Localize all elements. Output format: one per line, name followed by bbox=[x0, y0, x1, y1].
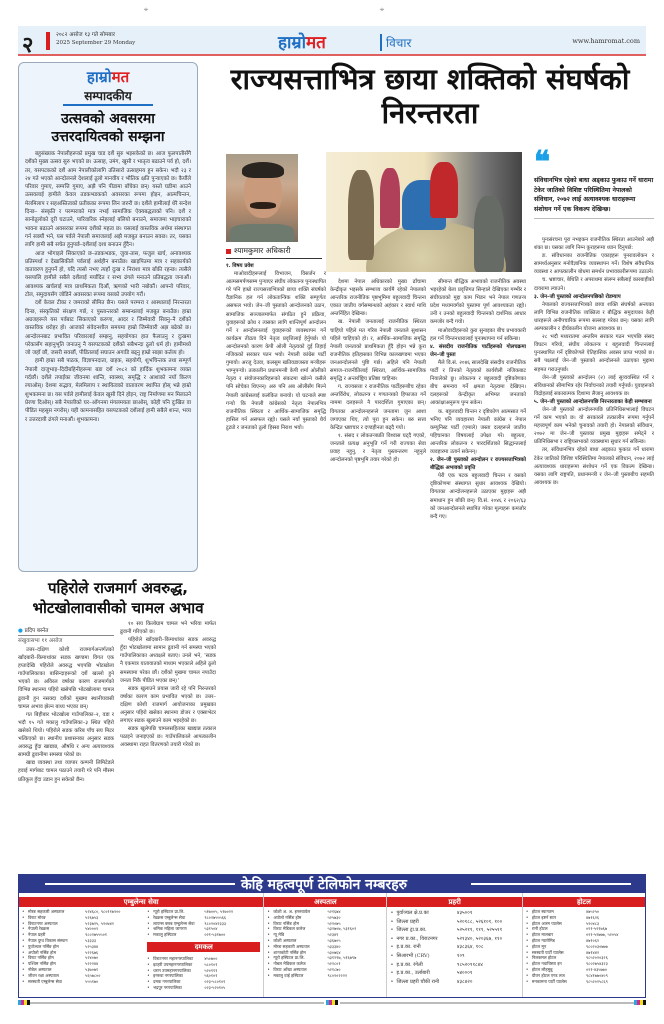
paragraph: पुनःसंरचना पूरा नभइकन राजनीतिक स्थिरता आउनेबारे अझै शंका छ। यसका लागि निम्न कुराहरूमा ध्यान दिनुपर्छ: bbox=[534, 237, 654, 252]
directory-list bbox=[144, 907, 263, 940]
bullet-icon: • bbox=[267, 955, 270, 961]
bullet-icon: • bbox=[267, 932, 270, 938]
directory-heading: एम्बुलेन्स सेवा bbox=[19, 897, 263, 907]
author-name: श्यामकुमार अधिकारी bbox=[234, 246, 291, 255]
entry-phone-number[interactable]: ४३५००१ bbox=[456, 910, 473, 916]
directory-list bbox=[523, 907, 645, 986]
bullet-icon: • bbox=[22, 949, 25, 955]
entry-name: अपोलो नर्सिङ होम bbox=[28, 949, 56, 955]
directory-heading: अस्पताल bbox=[264, 897, 386, 907]
header-date bbox=[56, 31, 135, 47]
bullet-dot-icon: ● bbox=[18, 628, 25, 634]
entry-phone-number[interactable]: ५२३७२५, ५२०७४२ bbox=[85, 920, 114, 926]
directory-entry bbox=[390, 969, 518, 978]
page-header bbox=[18, 26, 646, 56]
directory-heading: प्रहरी bbox=[387, 897, 521, 907]
logo-part-1: हाम्रो bbox=[278, 33, 306, 53]
masthead-logo[interactable] bbox=[278, 30, 326, 53]
bullet-icon: • bbox=[22, 920, 25, 926]
entry-name: नोबेल अस्पताल bbox=[28, 966, 52, 972]
entry-name: नेपाल प्रहरी bbox=[28, 932, 46, 938]
directory-section-ambulance bbox=[19, 893, 264, 997]
cmyk-color-bar bbox=[326, 1000, 338, 1005]
bullet-icon: • bbox=[147, 967, 150, 973]
paragraph: सीमान्त बौद्धिक अभावको राजनीतिक अवस्था भइरहेको बेला प्रवृत्तिगत सिन्हाले देखिएका गम्भीर र संघीयताको मुद्दा काम भिडन भने नेपाल गणतन्त्र प्रदेश मध्यमवर्गको पुस्तामा पूर्ण आवश्यकता रह्यो। उनी र उनको बहुलवादी चिन्तनको दार्शनिक आधार कमजोर बन्दै गयो। bbox=[430, 279, 526, 326]
directory-entry bbox=[147, 932, 260, 938]
author-byline bbox=[226, 246, 322, 259]
entry-name: श्रमिक महिला जागरण bbox=[153, 926, 187, 932]
entry-name: होटल मून bbox=[531, 943, 547, 949]
bullet-icon: • bbox=[525, 909, 529, 914]
editorial-box bbox=[18, 62, 198, 572]
story2-column bbox=[18, 646, 114, 852]
bullet-icon: • bbox=[390, 952, 394, 959]
bullet-icon: • bbox=[525, 932, 529, 938]
entry-phone-number[interactable]: ५२२६७६ bbox=[85, 949, 99, 955]
entry-phone-number[interactable]: ९८०२०४२३३३ bbox=[204, 920, 227, 926]
directory-section-hospital bbox=[264, 893, 387, 997]
bullet-icon: • bbox=[267, 937, 270, 943]
entry-phone-number[interactable]: ९८०२७५५५६६ bbox=[204, 914, 227, 920]
directory-entry bbox=[390, 909, 518, 918]
bullet-icon: • bbox=[22, 978, 25, 984]
entry-name: शान्तकोटी नर्सिङ होम bbox=[273, 949, 306, 955]
cmyk-color-bar bbox=[634, 1000, 646, 1005]
entry-name: यौवन होटल एण्ड लज bbox=[531, 972, 565, 978]
entry-phone-number[interactable]: ४३८४२० bbox=[456, 978, 473, 985]
directory-title: केहि महत्वपूर्ण टेलिफोन नम्बरहरु bbox=[241, 877, 408, 893]
entry-phone-number[interactable]: ५२१३४०, ५२०३६७, ११० bbox=[456, 935, 503, 942]
date-nepali: २०८२ असोज १३ गते सोमबार bbox=[56, 32, 116, 38]
paragraph: ग. राज्यसत्ता र राजनीतिक पार्टीहरूबीच रहेका अन्तर्विरोध, लोकतन्त्र र गणतन्त्रको हिफाजत गर्ने नाममा दलहरूले नै पारदर्शिता गुमाएका छन्। विगतका आन्दोलनहरूले जनतामा जुन आशा जगाएका थिए, त्यो पूरा हुन सकेन। बरु सत्ता केन्द्रित भ्रष्टाचार र दण्डहीनता बढ्दै गयो। bbox=[330, 384, 426, 431]
entry-name: होटल इष्टर्न स्टार bbox=[531, 914, 557, 920]
bullet-icon: • bbox=[267, 914, 270, 920]
bullet-icon: • bbox=[525, 966, 529, 972]
entry-phone-number[interactable]: ५८०१०१ bbox=[204, 961, 218, 967]
entry-name: मनकामना पार्टी प्यालेस bbox=[531, 978, 567, 984]
paragraph: पेरी एक पटक बहुलवादी चिन्तन र यसको दृष्टिकोणमा संस्थागत सुधार आवश्यक देखियो। विगतका आन्दोलनहरूले उठाएका मुद्दाहरू अझै समाधान हुन बाँकी छन्। वि.सं. २०४६ र २०६२/६३ को जनआन्दोलनले स्थापित गरेका मूल्यहरू कमजोर बन्दै गए। bbox=[430, 473, 526, 520]
editorial-logo bbox=[25, 67, 191, 87]
article-column bbox=[534, 236, 654, 852]
paragraph: खाद्य व्यवस्था तथा व्यापार कम्पनी लिमिटेडले हवाई मार्गबाट चामल पठाउने तयारी गरे पनि मौसम प्रतिकूल हुँदा उडान हुन सकेको छैन। bbox=[18, 760, 114, 783]
entry-phone-number[interactable]: ९८०२०२२२२ bbox=[327, 972, 348, 978]
website-url[interactable]: www.hamromat.com bbox=[572, 37, 640, 45]
banner-rule bbox=[471, 883, 631, 885]
entry-phone-number[interactable]: ९८५२०९१८४४ bbox=[456, 961, 483, 968]
entry-phone-number[interactable]: ५६५७८०० bbox=[85, 972, 101, 978]
entry-phone-number[interactable]: ५४०००२ bbox=[85, 926, 99, 932]
bullet-icon: • bbox=[147, 926, 150, 932]
entry-name: सरस्वती पार्टी प्यालेस bbox=[531, 949, 564, 955]
entry-phone-number[interactable]: ५४०००१ bbox=[456, 970, 473, 977]
entry-name: नेपाली रेडक्रस bbox=[28, 926, 50, 932]
entry-name: जीवन रक्षा अस्पताल bbox=[28, 972, 59, 978]
bullet-icon: • bbox=[147, 961, 150, 967]
entry-phone-number[interactable]: ५३२७०७, ५३१६०२ bbox=[327, 926, 357, 932]
entry-phone-number[interactable]: ०२३-५२०१०५ bbox=[204, 984, 226, 990]
entry-name: होटल लौहमुन्नु bbox=[531, 966, 553, 972]
bullet-icon: • bbox=[22, 914, 25, 920]
subheading: १. विषय प्रवेश bbox=[226, 263, 254, 269]
entry-name: जिल्ला प्रहरी चौकी रानी bbox=[396, 978, 440, 985]
article-column bbox=[226, 262, 326, 852]
paragraph: ख. नेपाली जनतालाई राजनीतिक स्थिरता चाहियो पहिले मत गरिब नेपाली जनताले सुशासन पहिले चाहिएको हो। र, आर्थिक–सामाजिक समृद्धि नेपाली जनताको प्राथमिकता हुँदै होइन भन्ने कुरा राजनीतिक इतिहासका विभिन्न कालखण्डमा भएका जनआन्दोलनले पुष्टि गर्छ। अहिले पनि नेपाली समाज–राजनीतिलाई स्थिरता, आर्थिक–सामाजिक समृद्धि र अन्तर्राष्ट्रिय प्रतिष्ठा चाहिन्छ। bbox=[330, 319, 426, 383]
editorial-paragraph: हामी हाम्रा सबै पाठक, विज्ञापनदाता, ग्राहक, सहयोगी, शुभचिन्तक तथा सम्पूर्ण नेपाली दाजुभाइ–दिदीबहिनीहरूमा बडा दशैं २०८२ को हार्दिक शुभकामना व्यक्त गर्दछौं। दशैंले तपाईंका जीवनमा शान्ति, स्वास्थ्य, समृद्धि र आशाको नयाँ किरण ल्याओस्। देशमा सद्भाव, मेलमिलाप र स्थायित्वको वातावरण स्थापित होस् भन्ने हाम्रो शुभकामना छ। यस पर्वले हामीलाई केवल खुसी दिने होइन, राष्ट्र निर्माणमा मन मिलाउने प्रेरणा दिओस्। सबै नेपालीको घर–आँगनमा मंगलमयता छाओस्, कोही पनि दुःखित वा पीडित महसुस नगरोस्। यही कामनासहित यसपटकको दशैंलाई हामी सबैले शान्त, भव्य र उत्तरदायी ढंगले मनाऔं। शुभकामना। bbox=[25, 358, 191, 423]
entry-phone-number[interactable]: ५३०७६४ bbox=[327, 949, 341, 955]
phone-directory bbox=[18, 874, 646, 998]
directory-entry bbox=[390, 926, 518, 935]
entry-phone-number[interactable]: ४७१०६२ bbox=[586, 937, 600, 943]
directory-banner bbox=[19, 875, 645, 893]
bullet-icon: • bbox=[525, 914, 529, 920]
directory-entry bbox=[390, 961, 518, 970]
entry-phone-number[interactable]: ५२२२४४ bbox=[85, 961, 99, 967]
directory-entry bbox=[390, 918, 518, 927]
entry-name: विराट आँखा अस्पताल bbox=[273, 966, 307, 972]
entry-name: विराटनगर अस्पताल bbox=[28, 920, 58, 926]
entry-name: सरस्वती एम्बुलेन्स सेवा bbox=[28, 978, 62, 984]
bullet-icon: • bbox=[147, 920, 150, 926]
bullet-icon: • bbox=[22, 909, 25, 914]
story2-byline bbox=[18, 626, 114, 636]
entry-phone-number[interactable]: ५२५७३० bbox=[327, 914, 341, 920]
footer-rule bbox=[340, 1002, 636, 1004]
story2-author: प्रदिप बस्नेत bbox=[24, 628, 49, 634]
directory-entry bbox=[390, 978, 518, 987]
subheading: ३. जेन–जी पुस्ताको आन्दोलनपछिको रोडम्याप bbox=[534, 293, 621, 300]
bullet-icon: • bbox=[525, 949, 529, 955]
entry-name: इटहरी उपमहानगरपालिका bbox=[153, 961, 193, 967]
entry-name: न्यूरो हस्पिटल प्रा.लि. bbox=[273, 955, 305, 961]
entry-name: कोशी अ. अ. इनरुवावेल bbox=[273, 909, 311, 914]
paragraph: १. संसद र लोकतन्त्रप्रति विश्वास घट्दै गएको, जनताले प्रत्यक्ष अनुभूति गर्ने गरी राज्यका सेवा प्रवाह नहुनु, र नेतृत्व पुस्तान्तरण नहुनुले आन्दोलनको पृष्ठभूमि तयार गरेको हो। bbox=[330, 432, 426, 464]
entry-phone-number[interactable]: १०९ bbox=[456, 952, 465, 959]
entry-name: होटल आरम प्यालेस bbox=[531, 920, 562, 926]
page-number: २ bbox=[22, 33, 34, 58]
bullet-icon: • bbox=[147, 932, 150, 938]
entry-name: पश्चिम नर्सिङ होम bbox=[28, 961, 56, 967]
story2-column bbox=[120, 620, 216, 852]
entry-name: विराट नर्सिङ होम bbox=[273, 920, 300, 926]
bullet-icon: • bbox=[267, 909, 270, 914]
paragraph: नेपालको राज्यसत्ताभित्रको छाया शक्ति संघर्षको अन्त्यका लागि विभिन्न राजनीतिक व्यक्तित्व र बौद्धिक समुदायका केही धारहरूले अनौपचारिक रूपमा सल्लाह गरेका छन्। यसका लागि अल्पकालीन र दीर्घकालीन योजना आवश्यक छ। bbox=[534, 301, 654, 333]
entry-phone-number[interactable]: ५२०४८३ bbox=[586, 920, 600, 926]
entry-name: रेडक्रस एम्बुलेन्स सेवा bbox=[153, 914, 186, 920]
directory-section-police bbox=[387, 893, 522, 997]
entry-name: न्यू मेडि bbox=[273, 932, 285, 938]
bullet-icon: • bbox=[390, 970, 394, 977]
bullet-icon: • bbox=[22, 943, 25, 949]
entry-name: पुर्वाञ्चल नर्सिङ होम bbox=[28, 943, 59, 949]
article-column bbox=[430, 278, 526, 852]
bullet-icon: • bbox=[267, 943, 270, 949]
bullet-icon: • bbox=[22, 966, 25, 972]
entry-name: दमक नगरपालिका bbox=[153, 979, 181, 985]
quote-mark-icon: ❝ bbox=[534, 145, 551, 180]
logo-part-2: मत bbox=[306, 33, 326, 53]
entry-name: विराट नर्सिङ होम bbox=[28, 955, 54, 961]
directory-heading: होटल bbox=[523, 897, 645, 907]
cartoon-figure bbox=[430, 162, 458, 218]
entry-phone-number[interactable]: ५३६७०५ bbox=[327, 937, 341, 943]
entry-phone-number[interactable]: ५२४६८०, ९८०११७२०० bbox=[85, 909, 121, 914]
entry-phone-number[interactable]: ०२१-४३५७७० bbox=[586, 966, 608, 972]
logo-part-2: मत bbox=[111, 68, 130, 86]
bullet-icon: • bbox=[147, 979, 150, 985]
bullet-icon: • bbox=[267, 972, 270, 978]
entry-phone-number[interactable]: ५२०१११ bbox=[204, 967, 218, 973]
entry-name: होटल नवाचिस्ता इन bbox=[531, 961, 562, 967]
directory-list bbox=[264, 907, 386, 981]
story2-headline: पहिरोले राजमार्ग अवरुद्ध, भोटखोलावासीको चामल अभाव bbox=[32, 579, 204, 617]
pull-quote: संविधानभित्र रहेको बाधा अड्काउ फुकाउ गर्ने धारामा टेकेर जातिको विशिष्ट परिस्थितिमा नेपालको संविधान, २०७२ लाई अत्यावश्यक धाराहरूमा संशोधन गर्ने एक विकल्प देखिन्छ। bbox=[534, 176, 654, 219]
entry-name: मकालु हस्पिटल bbox=[153, 932, 177, 938]
entry-phone-number[interactable]: ५२१६७४ bbox=[327, 909, 341, 914]
entry-phone-number[interactable]: ४७५२५० bbox=[586, 909, 600, 914]
entry-phone-number[interactable]: ९८०२७५४३२३ bbox=[586, 961, 608, 967]
entry-name: मकालु वाई हस्पिटल bbox=[273, 972, 304, 978]
entry-name: भद्रपुर नगरपालिका bbox=[153, 984, 182, 990]
paragraph: माओवादीहरूको कुरा सुनाइका बीच प्रभावकारी हल गर्ने चिन्तनधारालाई पुनःस्थापना गर्न सकिन्छ। bbox=[430, 327, 526, 342]
directory-section-hotel bbox=[523, 893, 645, 997]
bullet-icon: • bbox=[525, 943, 529, 949]
page-number-divider bbox=[46, 32, 50, 50]
bullet-icon: • bbox=[22, 932, 25, 938]
entry-name: मोरङ सहकारी अस्पताल bbox=[273, 943, 310, 949]
entry-phone-number[interactable]: ०२१-५२१७६७ bbox=[586, 926, 608, 932]
bullet-icon: • bbox=[22, 961, 25, 967]
bullet-icon: • bbox=[147, 984, 150, 990]
bullet-icon: • bbox=[390, 927, 394, 934]
entry-name: विराट मोरङ bbox=[28, 914, 46, 920]
entry-name: निलकमल होटल bbox=[531, 955, 557, 961]
entry-name: इनरुवा नगरपालिका bbox=[153, 973, 183, 979]
entry-phone-number[interactable]: ५१७००५, ५१७०२२ bbox=[204, 909, 234, 914]
footer-rule bbox=[28, 1002, 324, 1004]
paragraph: क. बहुलवादी चिन्तन र दृष्टिकोण आत्मसात गर्ने भनिए पनि व्यवहारमा नेपाली कांग्रेस र नेपाल कम्युनिस्ट पार्टी (एमाले) जस्ता दलहरूले जातीय पहिचानका विषयलाई उपेक्षा गरे। बहुलता, आन्तरिक लोकतन्त्र र पारदर्शिताको सिद्धान्तलाई व्यवहारमा उतार्न सकेनन्। bbox=[430, 408, 526, 455]
cmyk-color-bar bbox=[18, 1000, 30, 1005]
entry-name: न्यूरो हस्पिटल प्रा.लि. bbox=[153, 909, 185, 914]
paragraph: च. भ्रष्टाचार, बेथिति र अपराधमा संलग्न सबैलाई कारबाहीको दायरामा ल्याउने। bbox=[534, 277, 654, 292]
editorial-title: उत्सवको अवसरमा उत्तरदायित्वको सम्झना bbox=[51, 111, 165, 145]
paragraph: गत बिहीबार भोटखोला गाउँपालिका–२, वडा र भदौ १५ गते मकालु गाउँपालिका–३ स्थित पहिरो खसेको थियो। पहिरोले सडक करिब पाँच सय मिटर भत्किएको छ। स्थानीय प्रशासनका अनुसार सडक अवरुद्ध हुँदा खाद्यान्न, औषधि र अन्य अत्यावश्यक सामग्री ढुवानीमा समस्या परेको छ। bbox=[18, 711, 114, 759]
bullet-icon: • bbox=[22, 972, 25, 978]
directory-entry bbox=[390, 943, 518, 952]
bullet-icon: • bbox=[390, 910, 394, 916]
directory-list bbox=[144, 954, 263, 993]
article-column bbox=[330, 278, 426, 852]
registration-mark-icon: ⌖ bbox=[143, 5, 149, 14]
entry-phone-number[interactable]: ४७१४४२ bbox=[586, 949, 600, 955]
registration-mark-icon: ⌖ bbox=[379, 5, 385, 14]
bullet-icon: • bbox=[267, 949, 270, 955]
paragraph: तर, संविधानभित्र रहेको बाधा अड्काउ फुकाउ गर्ने धारामा टेकेर जातिको विशिष्ट परिस्थितिमा नेपालको संविधान, २०७२ लाई अत्यावश्यक धाराहरूमा संशोधन गर्ने एक विकल्प देखिन्छ। यसका लागि राष्ट्रपति, प्रधानमन्त्री र जेन–जी पुस्ताबीच सहमति आवश्यक छ। bbox=[534, 447, 654, 486]
directory-entry bbox=[390, 952, 518, 961]
directory-entry bbox=[526, 979, 642, 985]
entry-phone-number[interactable]: ५२०१८८, ५२६१०१, १०० bbox=[456, 918, 503, 925]
paragraph: जेन–जी पुस्ताको आन्दोलनपछि प्रतिनिधिसभालाई विघटन गर्ने काम भएको छ। यो सरकारले तत्कालीन रूपमा गर्नुपर्ने महत्त्वपूर्ण काम भनेको चुनावको तयारी हो। नेपालको संविधान, २०७२ मा जेन–जी पुस्ताका प्रमुख मुद्दाहरू समेट्ने र प्रतिनिधिसभा र राष्ट्रियसभाको व्यवस्थामा सुधार गर्न सकिन्छ। bbox=[534, 406, 654, 446]
bullet-icon: • bbox=[147, 909, 150, 914]
paragraph: उत्तर–दक्षिण कोशी राजमार्गअन्तर्गतको खाँदबारी–किमाथांका सडक खण्डमा विगत एक हप्तादेखि पहिरोले अवरुद्ध भएपछि भोटखोला गाउँपालिकाका बासिन्दाहरूको दशैं खल्लो हुने भएको छ। अविरल वर्षाका कारण राजमार्गको विभिन्न स्थानमा पहिरो खसेपछि भोटखोलामा चामल ढुवानी हुन नसक्दा दशैंको मुखमा स्थानीयवासी चामल अभाव झेल्न बाध्य भएका छन्। bbox=[18, 647, 114, 710]
entry-phone-number[interactable]: ५२५३४४ bbox=[85, 943, 99, 949]
cartoon-figure bbox=[348, 170, 374, 260]
entry-name: इ.प्र.का. रानी bbox=[396, 944, 421, 951]
entry-name: विराट मेडिकल कलेज bbox=[273, 926, 306, 932]
entry-name: इ.प्र.का., उर्लाबारी bbox=[396, 970, 430, 977]
entry-name: लायन्स क्लब एम्बुलेन्स सेवा bbox=[153, 920, 195, 926]
bullet-icon: • bbox=[147, 955, 150, 961]
directory-entry bbox=[390, 935, 518, 944]
paragraph: देशमा नेपाल अधिकारको मुख्य ढाँचामा केन्द्रीकृत भइसके सम्भाव्य कार्यमै रहेको नेपालको आन्तरिक राजनीतिक पृष्ठभूमिमा बहुलवादी चिन्तना एकात जातीय वर्गसम्बन्धको अहंकार र स्वार्थ माथि अन्तर्निहित देखिन्छ। bbox=[330, 279, 426, 318]
editorial-label: सम्पादकीय bbox=[63, 87, 153, 106]
directory-entry bbox=[22, 979, 141, 985]
bullet-icon: • bbox=[390, 961, 394, 968]
entry-name: नोबल मेडिकल कलेज bbox=[273, 961, 306, 967]
bullet-icon: • bbox=[147, 914, 150, 920]
directory-entry bbox=[147, 985, 260, 991]
bullet-icon: • bbox=[267, 966, 270, 972]
entry-phone-number[interactable]: ४७१६२६ bbox=[586, 914, 600, 920]
cartoon-figure bbox=[474, 196, 504, 272]
bullet-icon: • bbox=[525, 978, 529, 984]
story2-dateline: संखुवासभा ११ असोज bbox=[18, 638, 63, 644]
paragraph: माओवादीहरूलाई विभाजन, विसर्जन र आत्मसमर्पणसम्म पुर्‍याएर संघीय लोकतन्त्र पुनःस्थापित गरे पनि हाम्रो राज्यसत्ताभित्रको छाया शक्ति संघर्षको वैज्ञानिक हल गर्न लोकतान्त्रिक शक्ति सम्पूर्णतः असफल भयो। जेन–जी पुस्ताको आन्दोलनको उठान, सामाजिक सञ्जालमार्फत संगठित हुने प्रक्रिया, युवाहरूको क्रोध र त्यसका लागि शान्तिपूर्ण आन्दोलन गर्ने र आन्दोलनलाई युवाहरूको व्यवस्थापन गर्ने कार्यक्रम तीव्रता दिने नेतृत्व प्रवृत्तिलाई हेर्नुपर्छ। यो आन्दोलनको कारण केपी ओली नेतृत्वको दुई तिहाई नजिकको सरकार पतन भयो। नेपाली कांग्रेस पार्टी गुमायो। अरजु देउवा, कलसुम खतिवडाजस्ता मन्त्रीहरू भाग्नुपर्‍यो। तत्कालीन प्रधानमन्त्री केपी शर्मा ओलीको नेतृत्व र संयोजनकारिहरूको संकटमा खोल्ने कसैले पनि सोचेका थिएनन्। अरु पनि अब ओलीसँग मिल्ने नेपाली कांग्रेसलाई कलंकित बनायो। यो घटनाले स्पष्ट गर्‍यो कि नेपाली कांग्रेसको नेतृत्व नेपालभित्र राजनीतिक स्थिरता र आर्थिक–सामाजिक समृद्धि हासिल गर्न असफल रह्यो। यसले नयाँ पुस्ताको धैर्य टुट्यो र जनताको ठूलो हिस्सा निराश भयो। bbox=[226, 271, 326, 431]
entry-name: नगर प्र.का., विराटनगर bbox=[396, 935, 438, 942]
bullet-icon: • bbox=[147, 973, 150, 979]
entry-phone-number[interactable]: ५२३४९ bbox=[327, 932, 339, 938]
paragraph: मैले वि.सं. २०४६ सालदेखि संसदीय राजनीतिक पार्टी र तिनको नेतृत्वको कार्यशैली नजिकबाट नियालेको छु। लोकतन्त्र र बहुलवादी दृष्टिकोणका बीच समन्वय गर्ने क्षमता नेतृत्वमा देखिएन। दलहरूको केन्द्रीकृत अभिमत जनताको आकांक्षाअनुरूप पुग्न सकेन। bbox=[430, 359, 526, 407]
entry-phone-number[interactable]: ५२२८०१ bbox=[327, 961, 341, 967]
entry-phone-number[interactable]: ५२४०७० bbox=[85, 955, 99, 961]
entry-phone-number[interactable]: ५३१५०४ bbox=[204, 926, 218, 932]
entry-name: होटल न्यारोमिड bbox=[531, 937, 555, 943]
author-photo bbox=[226, 154, 298, 242]
entry-phone-number[interactable]: ०२१-५३१७०० bbox=[204, 932, 226, 938]
entry-phone-number[interactable]: ९८०२७५५५०१ bbox=[85, 932, 107, 938]
bullet-icon: • bbox=[525, 955, 529, 961]
directory-entry bbox=[267, 973, 383, 979]
entry-phone-number[interactable]: ४३८३६४, १०८ bbox=[456, 944, 484, 951]
entry-name: नेपाल दुग्ध विकास संस्थान bbox=[28, 937, 68, 943]
paragraph: सडक खुलाउने प्रयास जारी रहे पनि निरन्तरको वर्षाका कारण काम प्रभावित भएको छ। उत्तर–दक्षिण कोशी राजमार्ग आयोजनाका प्रमुखका अनुसार पहिरो खसेका स्थानमा डोजर र एक्साभेटर लगाएर सडक खुलाउने काम भइरहेको छ। bbox=[120, 685, 216, 725]
entry-name: अपोलो नर्सिङ होम bbox=[273, 914, 302, 920]
bullet-icon: • bbox=[22, 926, 25, 932]
subheading: ५. जेन–जी पुस्ताको आन्दोलनपछि निरन्तरताका केही सम्भावना bbox=[534, 398, 652, 405]
banner-rule bbox=[45, 883, 235, 885]
entry-phone-number[interactable]: ५२२०७५ bbox=[327, 920, 341, 926]
directory-list bbox=[19, 907, 144, 993]
entry-phone-number[interactable]: ०२३-५८०१०१ bbox=[204, 979, 226, 985]
cartoon-figure bbox=[380, 168, 400, 228]
bullet-icon: • bbox=[390, 918, 394, 925]
entry-name: जिल्ला ट्रा.प्र.का. bbox=[396, 927, 427, 934]
bullet-icon: • bbox=[390, 935, 394, 942]
directory-heading: दमकल bbox=[147, 942, 260, 952]
bullet-icon: • bbox=[267, 920, 270, 926]
paragraph: १० सय किलोग्राम चामल भने भरिया मार्फत ढुवानी गरिएको छ। bbox=[120, 621, 216, 636]
entry-name: होटल स्वागतम bbox=[531, 909, 554, 914]
bullet-icon: • bbox=[525, 926, 529, 932]
entry-name: पुर्वाञ्चल क्षे.प्र.का bbox=[396, 910, 429, 916]
entry-phone-number[interactable]: ५६०१०१ bbox=[204, 973, 218, 979]
paragraph: पहिरोले खाँदबारी–किमाथांका सडक अवरुद्ध हुँदा भोटखोलामा सामान ढुवानी गर्न समस्या भएको गाउँपालिकाका अध्यक्षले बताए। उनले भने, 'सडक नै एकमात्र यातायातको माध्यम भएकाले अहिले ठूलो समस्यामा परेका छौं। दशैंको मुखमा चामल नपाउँदा जनता निकै पीडित भएका छन्।' bbox=[120, 637, 216, 684]
entry-name: कोशी अस्पताल bbox=[273, 937, 297, 943]
entry-phone-number[interactable]: ५२६७५३ bbox=[85, 914, 99, 920]
editorial-cartoon bbox=[326, 152, 522, 272]
entry-phone-number[interactable]: ९८५२०२०३२६ bbox=[586, 955, 608, 961]
bullet-icon: • bbox=[267, 926, 270, 932]
date-english: 2025 September 29 Monday bbox=[56, 40, 136, 46]
entry-name: होटल मालबार bbox=[531, 932, 554, 938]
section-label: विचार bbox=[380, 34, 411, 51]
editorial-paragraph: दशैं केवल टीका र जमराको सीमित छैन। यसले परम्परा र आस्थालाई निरन्तरता दिन्छ, संस्कृतिको संरक्षण गर्छ, र पुस्तान्तरको सम्बन्धलाई मजबुत बनाउँछ। हाम्रा अग्रजहरूले यस पर्वबाट सिकाएको करुणा, आदर र जिम्मेवारी सिक्नु–नै दशैंको वास्तविक धरोहर हो। आजको संवेदनशील समयमा हाम्रो जिम्मेवारी अझ बढेको छ। आन्दोलनबाट प्रभावित परिवारलाई सम्झनु, सहयोगका हात फैलाउनु र दुःखमा परेकासँग सहानुभूति जनाउनु नै यसपटकको दशैंको सबैभन्दा ठूलो धर्म हो। हामीमध्ये जो जहाँ छौं, जसरी सक्छौं, पीडितलाई सघाउन अगाडि बढ्नु हाम्रो साझा कर्तव्य हो। bbox=[25, 300, 191, 357]
entry-name: रानी होटल bbox=[531, 926, 548, 932]
bullet-icon: • bbox=[267, 961, 270, 967]
paragraph: ङ. संविधानका राजनीतिक एकाइहरू पुनरावलोकन र सामर्थ्यअनुसार मनोवैज्ञानिक व्यवस्थापन गर्ने। विशेष संवैधानिक व्यवस्था र आपत्कालीन बोधमा समर्थन प्रभावकारीरूपमा उठाउने। bbox=[534, 253, 654, 276]
editorial-paragraph: बहुसंख्यक नेपालीहरूको प्रमुख चाड दशैं सुरु भइसकेको छ। आज फूलपातीसँगै दशैंको मुख्य उत्सव सुरु भएको छ। उत्साह, उमंग, खुसी र भातृत्व बढाउने पर्व हो, दशैं। तर, यसपटकको दशैं आम नेपालीकोलागि उतिसारो उत्साहमय हुन सकेन। भदौ २३ र २४ गते भएको आन्दोलनले देशलाई ठूलो मानवीय र भौतिक क्षति पुर्‍याएको छ। कैयौंले परिवार गुमाए, सम्पत्ति गुमाए, अझै पनि पीडामा बाँचेका छन्। यस्तो घडीमा आउने उत्सवलाई हामीले केवल तडकभडकको अवसरका रूपमा होइन, आत्मचिन्तन, मेलमिलाप र सहअस्तित्वको प्रतीकका रूपमा लिन जरुरी छ। दशैंले हामीलाई धेरै सन्देश दिन्छ– संस्कृति र परम्पराको मात्र नभई सामाजिक ऐक्यबद्धताको पनि। दशैं र सानोठूलोको दूरी घटाउने, पारिवारिक स्नेहलाई बलियो बनाउने, समाजमा भाइचाराको भावना बढाउने अवसरका रूपमा दशैंको महत्व छ। यसलाई वास्तविक अर्थमा संस्थागत गर्न सक्यौं भने, यस पर्वले नेपाली समाजलाई अझै मजबुत बनाउन सक्छ। तर, यसका लागि हामी सबै सचेत हुनुपर्छ–दशैंलाई दशा बनाउन हुँदैन। bbox=[25, 151, 191, 249]
entry-name: इ.प्र.का. रंगेली bbox=[396, 961, 423, 968]
logo-part-1: हाम्रो bbox=[86, 68, 112, 86]
bullet-icon: • bbox=[390, 944, 394, 951]
entry-phone-number[interactable]: ०२१-५२७७७, ५२०५४ bbox=[586, 932, 619, 938]
editorial-body bbox=[25, 150, 191, 424]
subheading: २. जेन–जी पुस्ताको आन्दोलन र राज्यसत्ताभित्रको बौद्धिक अभावको प्रवृत्ति bbox=[430, 457, 526, 472]
paragraph: सडक खुलेपछि चामलसहितका खाद्यान्न तत्काल पठाइने जनाइएको छ। गाउँपालिकाले आपत्कालीन अवस्थामा राहत वितरणको तयारी गरेको छ। bbox=[120, 726, 216, 749]
paragraph: जेन–जी पुस्ताको आन्दोलन (२) लाई सुव्यवस्थित गर्ने र संविधानको सीमाभित्र रहेर निर्वाचनको तयारी गर्नुपर्छ। युवाहरूको विद्रोहलाई सकारात्मक दिशामा लैजानु आवश्यक छ। bbox=[534, 374, 654, 397]
paragraph: २८ भदौ मध्यरातमा अन्तरिम सरकार गठन भएपछि संसद विघटन गरियो, संघीय लोकतन्त्र र बहुलवादी चिन्तनलाई पुनःस्थापित गर्ने दृष्टिकोणले ऐतिहासिक अवसर प्राप्त भएको छ। सबै पक्षलाई जेन–जी पुस्ताको आन्दोलनले उठाएका मुद्दामा सहमत गराउनुपर्छ। bbox=[534, 334, 654, 373]
bullet-icon: • bbox=[525, 961, 529, 967]
directory-list bbox=[387, 907, 521, 988]
entry-phone-number[interactable]: ९८०२०३०७७७ bbox=[586, 943, 608, 949]
entry-name: मोरङ सहकारी अस्पताल bbox=[28, 909, 65, 914]
entry-name: जिल्ला प्रहरी bbox=[396, 918, 419, 925]
entry-name: सिआरभी (CRV) bbox=[396, 952, 430, 959]
entry-phone-number[interactable]: ५२१८७० bbox=[327, 966, 341, 972]
bullet-icon: • bbox=[525, 937, 529, 943]
bullet-square-icon bbox=[226, 249, 231, 254]
bullet-icon: • bbox=[22, 955, 25, 961]
editorial-paragraph: आज भोगाइले सिकाएको छ–तडकभडक, जुवा-तास, फजुल खर्च, अनावश्यक प्रतिस्पर्धा र देखासिकीले पर्वलाई अर्थहीन बनाउँछ। खाइपिउमा मात्र र सहकार्यको वातावरण हुनुपर्ने हो, यदि त्यसो नभए त्यहाँ दुःख र निराशा मात्र बाँकी रहन्छ। त्यसैले यसपालि हामीले सबैले दशैंलाई मर्यादित र सभ्य ढंगले मनाउने प्रतिबद्धता जनाऔं। आवश्यक खर्चलाई मात्र प्राथमिकता दिऔं, ऋणको भारी नबोकौं। आफ्नो परिवार, टोल, समुदायसँग जोडिने अवसरका रूपमा यसको उपयोग गरौं। bbox=[25, 250, 191, 299]
entry-name: विराटनगर महानगरपालिका bbox=[153, 955, 194, 961]
entry-name: धरान उपमहानगरपालिका bbox=[153, 967, 191, 973]
entry-phone-number[interactable]: ९८५२०२५८६९ bbox=[586, 978, 608, 984]
entry-phone-number[interactable]: ५३१२९७, ५१६७९७ bbox=[327, 955, 357, 961]
entry-phone-number[interactable]: ४५०७०० bbox=[204, 955, 218, 961]
main-headline: राज्यसत्ताभित्र छाया शक्तिको संघर्षको निरन्तरता bbox=[230, 62, 630, 130]
entry-phone-number[interactable]: ९८४१७७०४०९ bbox=[586, 972, 608, 978]
subheading: ४. संसदीय राजनीतिक पार्टीहरूको गोलचक्रमा जेन–जी पुस्ता bbox=[430, 343, 526, 358]
bullet-icon: • bbox=[22, 937, 25, 943]
entry-phone-number[interactable]: ५३३३३ bbox=[85, 937, 97, 943]
entry-phone-number[interactable]: ५३७०७१ bbox=[85, 966, 99, 972]
entry-phone-number[interactable]: ५३३३४० bbox=[327, 943, 341, 949]
entry-phone-number[interactable]: ५२५२११, १११, ५२५५११ bbox=[456, 927, 503, 934]
bullet-icon: • bbox=[525, 972, 529, 978]
bullet-icon: • bbox=[390, 978, 394, 985]
bullet-icon: • bbox=[525, 920, 529, 926]
entry-phone-number[interactable]: ५५५१७० bbox=[85, 978, 99, 984]
